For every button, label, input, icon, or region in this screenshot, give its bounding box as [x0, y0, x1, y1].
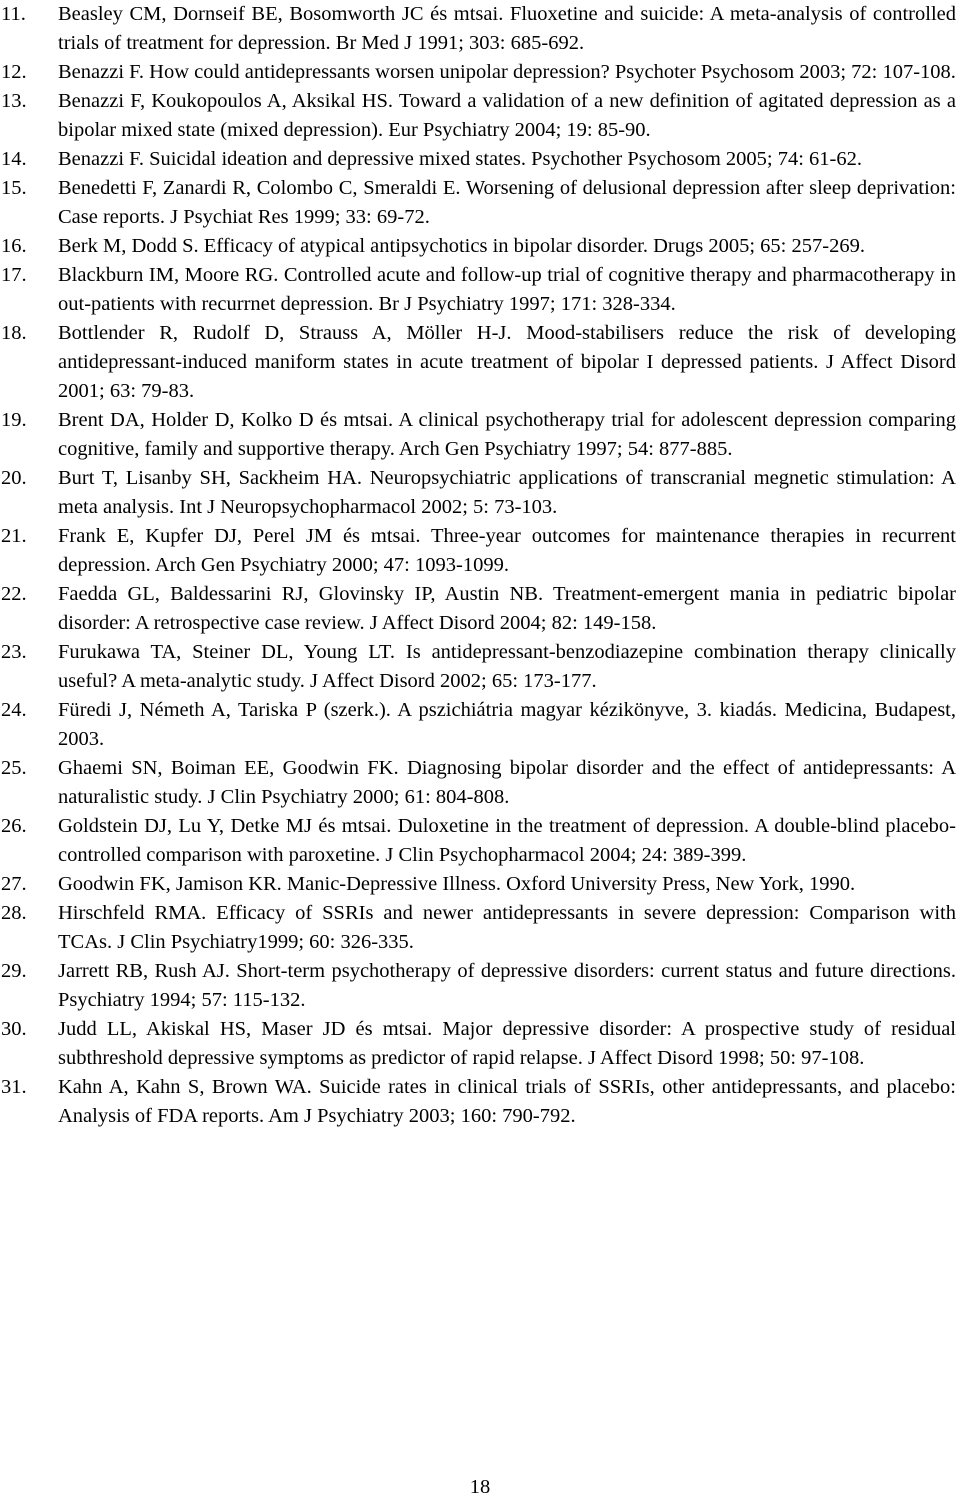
reference-text: Beasley CM, Dornseif BE, Bosomworth JC és mtsai. Fluoxetine and suicide: A meta-analysis of controlled trials of treatment for depression. Br Med J 1991; 303: 685-692. [58, 3, 956, 54]
reference-text: Goldstein DJ, Lu Y, Detke MJ és mtsai. Duloxetine in the treatment of depression. A double-blind placebo-controlled comparison with paroxetine. J Clin Psychopharmacol 2004; 24: 389-399. [58, 815, 956, 866]
reference-text: Jarrett RB, Rush AJ. Short-term psychotherapy of depressive disorders: current status and future directions. Psychiatry 1994; 57: 115-132. [58, 960, 956, 1011]
reference-number: 11. [1, 3, 26, 25]
reference-number: 29. [1, 960, 27, 982]
reference-number: 31. [1, 1076, 27, 1098]
reference-text: Ghaemi SN, Boiman EE, Goodwin FK. Diagnosing bipolar disorder and the effect of antidepressants: A naturalistic study. J Clin Psychiatry 2000; 61: 804-808. [58, 757, 956, 808]
reference-number: 21. [1, 525, 27, 547]
reference-item [0, 957, 960, 1015]
reference-text: Burt T, Lisanby SH, Sackheim HA. Neuropsychiatric applications of transcranial megnetic stimulation: A meta analysis. Int J Neuropsychopharmacol 2002; 5: 73-103. [58, 467, 956, 518]
reference-text: Benazzi F. How could antidepressants worsen unipolar depression? Psychoter Psychosom 2003; 72: 107-108. [58, 61, 956, 83]
reference-text: Füredi J, Németh A, Tariska P (szerk.). A pszichiátria magyar kézikönyve, 3. kiadás. Medicina, Budapest, 2003. [58, 699, 956, 750]
reference-item [0, 464, 960, 522]
reference-number: 22. [1, 583, 27, 605]
reference-item [0, 870, 960, 899]
reference-number: 23. [1, 641, 27, 663]
reference-text: Benazzi F, Koukopoulos A, Aksikal HS. Toward a validation of a new definition of agitated depression as a bipolar mixed state (mixed depression). Eur Psychiatry 2004; 19: 85-90. [58, 90, 956, 141]
reference-item [0, 696, 960, 754]
reference-item [0, 261, 960, 319]
reference-text: Kahn A, Kahn S, Brown WA. Suicide rates in clinical trials of SSRIs, other antidepressants, and placebo: Analysis of FDA reports. Am J Psychiatry 2003; 160: 790-792. [58, 1076, 956, 1127]
reference-text: Berk M, Dodd S. Efficacy of atypical antipsychotics in bipolar disorder. Drugs 2005; 65: 257-269. [58, 235, 865, 257]
reference-item [0, 0, 960, 58]
reference-item [0, 319, 960, 406]
reference-number: 28. [1, 902, 27, 924]
reference-number: 12. [1, 61, 27, 83]
reference-number: 27. [1, 873, 27, 895]
reference-text: Goodwin FK, Jamison KR. Manic-Depressive Illness. Oxford University Press, New York, 1990. [58, 873, 856, 895]
reference-item [0, 232, 960, 261]
reference-number: 30. [1, 1018, 27, 1040]
reference-number: 19. [1, 409, 27, 431]
reference-text: Benazzi F. Suicidal ideation and depressive mixed states. Psychother Psychosom 2005; 74: 61-62. [58, 148, 862, 170]
reference-text: Frank E, Kupfer DJ, Perel JM és mtsai. Three-year outcomes for maintenance therapies in recurrent depression. Arch Gen Psychiatry 2000; 47: 1093-1099. [58, 525, 956, 576]
reference-number: 16. [1, 235, 27, 257]
reference-number: 13. [1, 90, 27, 112]
reference-number: 24. [1, 699, 27, 721]
reference-number: 18. [1, 322, 27, 344]
reference-item [0, 1073, 960, 1131]
reference-item [0, 406, 960, 464]
reference-text: Benedetti F, Zanardi R, Colombo C, Smeraldi E. Worsening of delusional depression after sleep deprivation: Case reports. J Psychiat Res 1999; 33: 69-72. [58, 177, 956, 228]
reference-number: 17. [1, 264, 27, 286]
reference-item [0, 754, 960, 812]
reference-item [0, 87, 960, 145]
reference-item [0, 58, 960, 87]
reference-item [0, 174, 960, 232]
reference-number: 14. [1, 148, 27, 170]
reference-item [0, 1015, 960, 1073]
reference-item [0, 145, 960, 174]
reference-text: Furukawa TA, Steiner DL, Young LT. Is antidepressant-benzodiazepine combination therapy clinically useful? A meta-analytic study. J Affect Disord 2002; 65: 173-177. [58, 641, 956, 692]
reference-text: Brent DA, Holder D, Kolko D és mtsai. A clinical psychotherapy trial for adolescent depression comparing cognitive, family and supportive therapy. Arch Gen Psychiatry 1997; 54: 877-885. [58, 409, 956, 460]
reference-number: 25. [1, 757, 27, 779]
reference-text: Faedda GL, Baldessarini RJ, Glovinsky IP, Austin NB. Treatment-emergent mania in pediatric bipolar disorder: A retrospective case review. J Affect Disord 2004; 82: 149-158. [58, 583, 956, 634]
reference-item [0, 580, 960, 638]
reference-text: Hirschfeld RMA. Efficacy of SSRIs and newer antidepressants in severe depression: Comparison with TCAs. J Clin Psychiatry1999; 60: 326-335. [58, 902, 956, 953]
reference-number: 20. [1, 467, 27, 489]
reference-item [0, 522, 960, 580]
page-number: 18 [469, 1476, 491, 1498]
reference-item [0, 812, 960, 870]
reference-item [0, 899, 960, 957]
reference-item [0, 638, 960, 696]
reference-text: Bottlender R, Rudolf D, Strauss A, Möller H-J. Mood-stabilisers reduce the risk of developing antidepressant-induced maniform states in acute treatment of bipolar I depressed patients. J Affect Disord 2001; 63: 79-83. [58, 322, 956, 402]
reference-number: 15. [1, 177, 27, 199]
reference-text: Judd LL, Akiskal HS, Maser JD és mtsai. Major depressive disorder: A prospective study of residual subthreshold depressive symptoms as predictor of rapid relapse. J Affect Disord 1998; 50: 97-108. [58, 1018, 956, 1069]
reference-text: Blackburn IM, Moore RG. Controlled acute and follow-up trial of cognitive therapy and pharmacotherapy in out-patients with recurrnet depression. Br J Psychiatry 1997; 171: 328-334. [58, 264, 956, 315]
reference-number: 26. [1, 815, 27, 837]
